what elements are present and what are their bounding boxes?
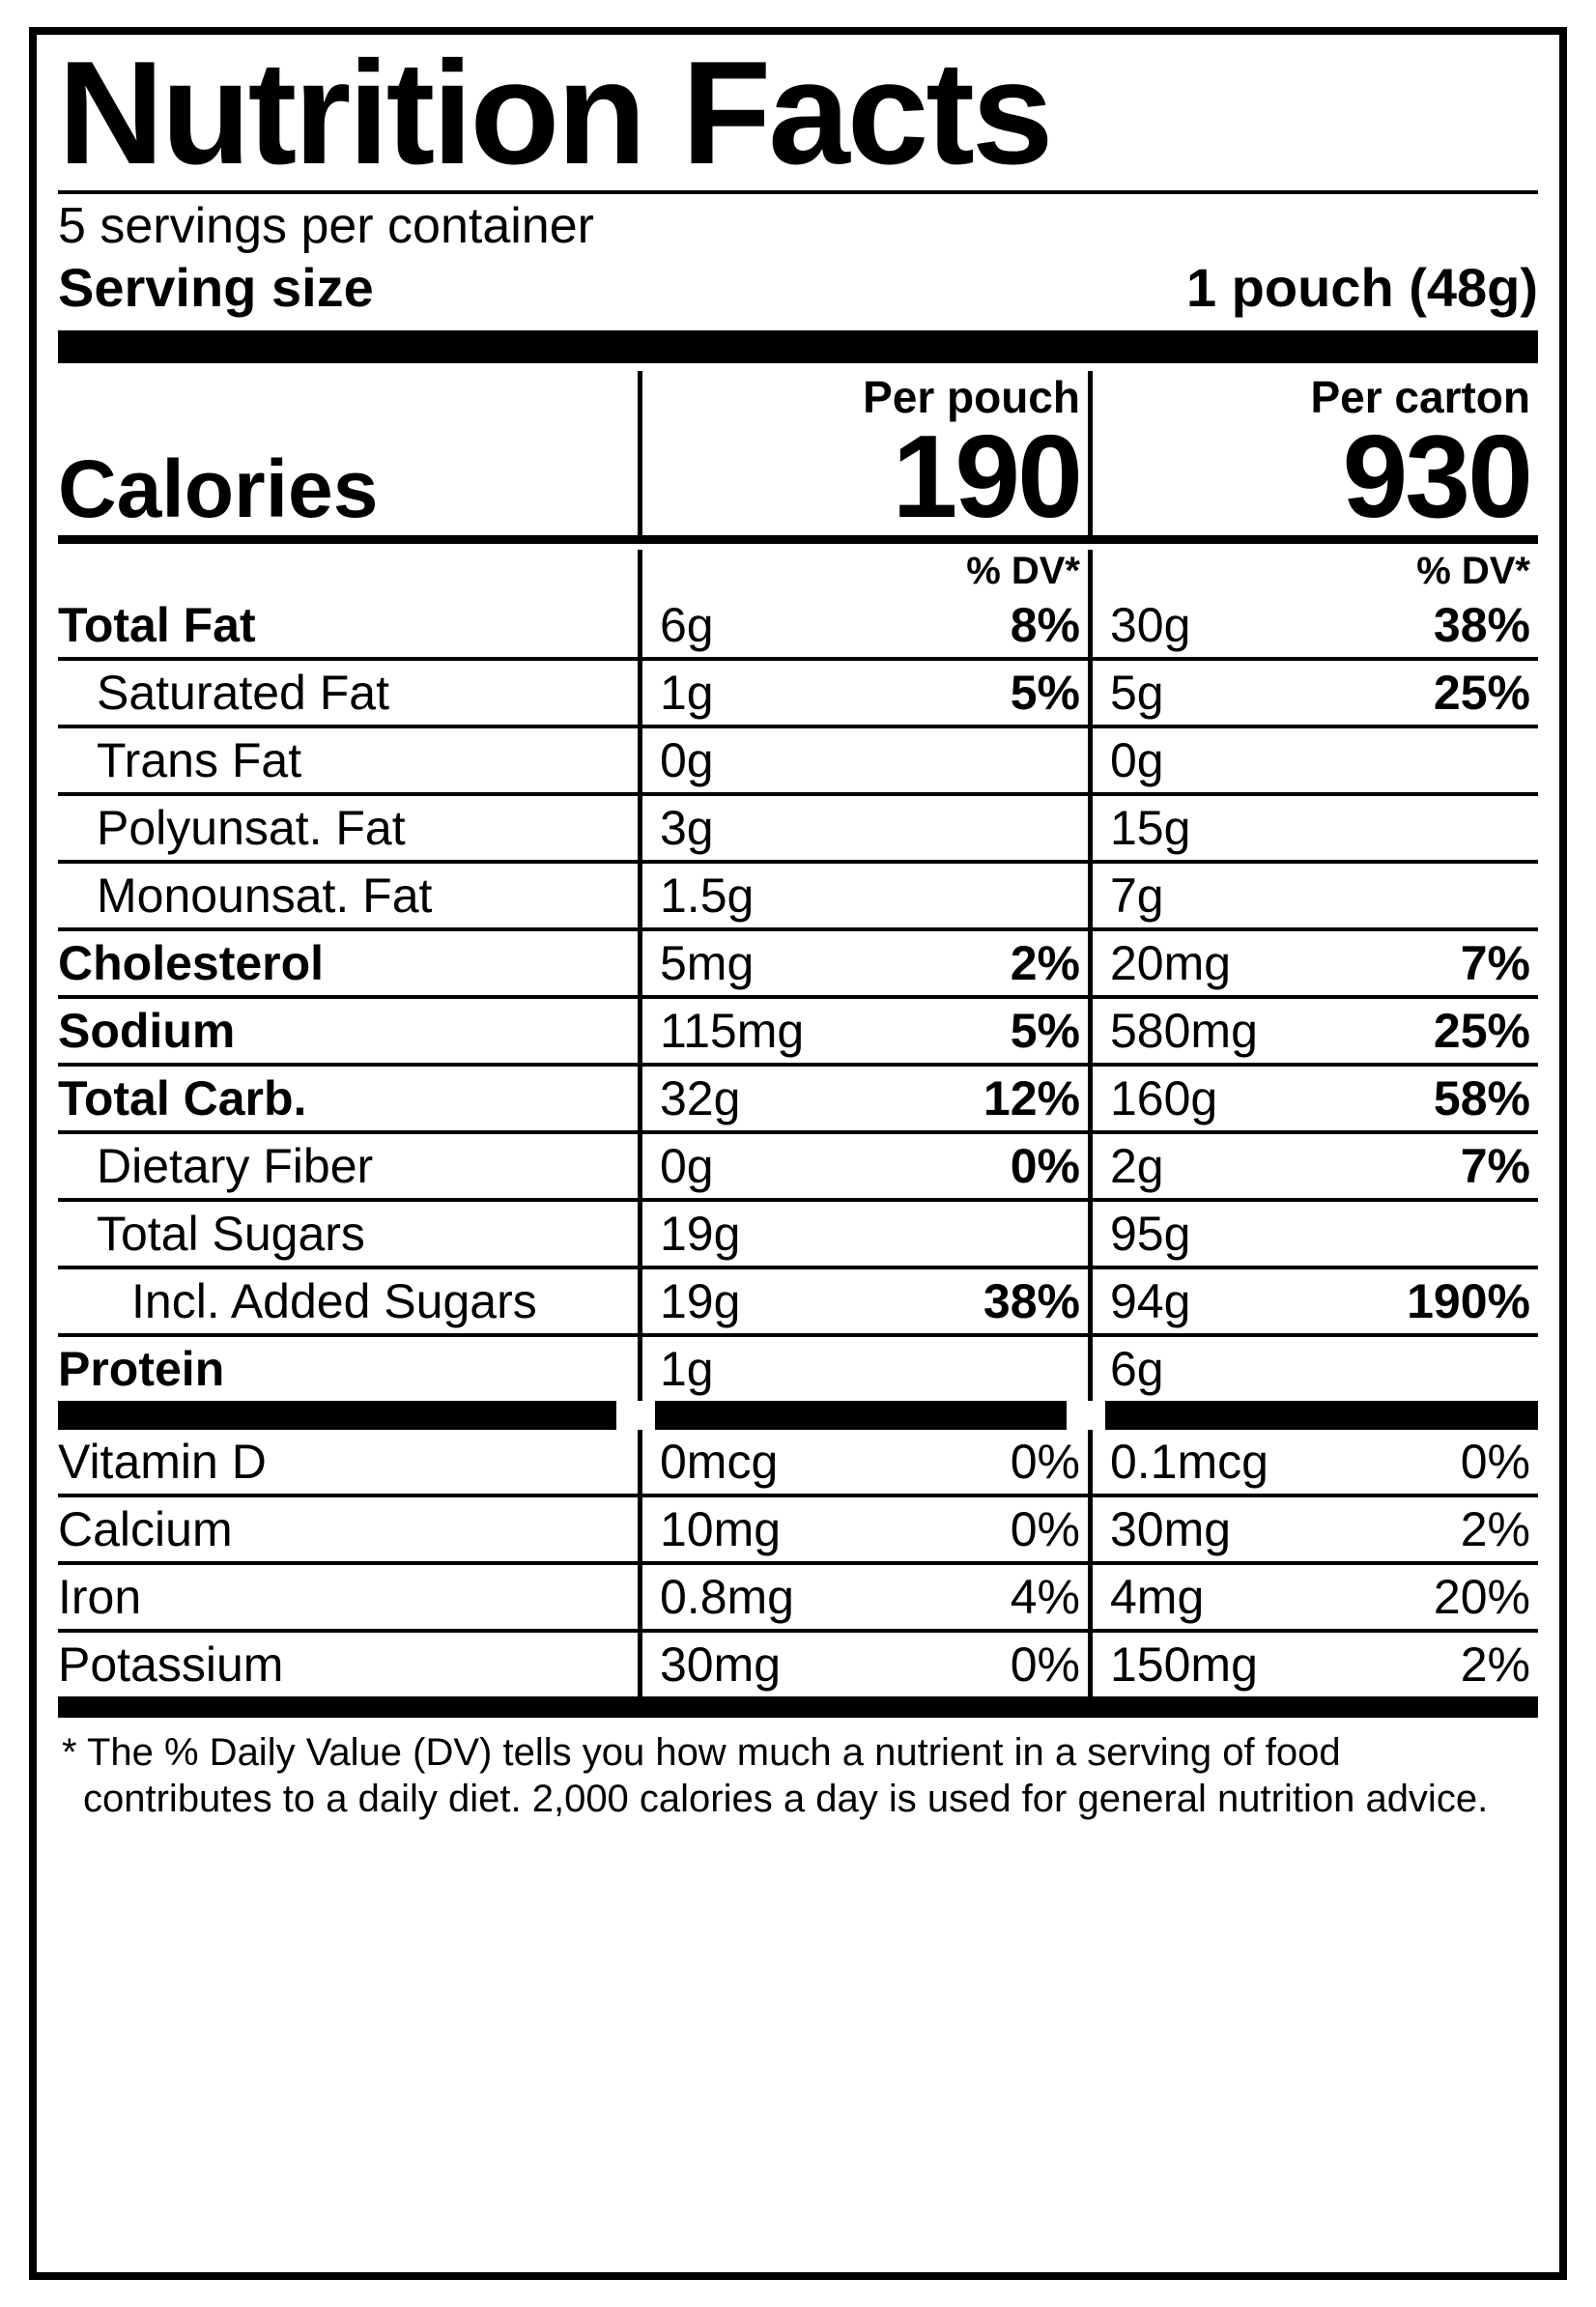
table-row bbox=[58, 1497, 1538, 1565]
column-header-per-pouch: Per pouch bbox=[638, 371, 1088, 423]
table-row bbox=[58, 661, 1538, 728]
nutrient-value-carton: 6g bbox=[1110, 1342, 1164, 1397]
table-row bbox=[58, 1565, 1538, 1633]
nutrient-value-pouch: 5mg bbox=[660, 936, 755, 991]
nutrient-value-pouch: 19g bbox=[660, 1207, 741, 1262]
micro-dv-pouch: 0% bbox=[1010, 1435, 1080, 1490]
table-row bbox=[58, 593, 1538, 661]
micro-name: Potassium bbox=[58, 1638, 284, 1693]
nutrient-value-pouch: 0g bbox=[660, 1139, 714, 1194]
micro-dv-pouch: 4% bbox=[1010, 1570, 1080, 1625]
table-row bbox=[58, 1430, 1538, 1497]
micro-value-pouch: 0mcg bbox=[660, 1435, 779, 1490]
nutrient-value-carton: 15g bbox=[1110, 801, 1191, 856]
micro-value-pouch: 10mg bbox=[660, 1502, 782, 1557]
divider-seg-left bbox=[58, 1401, 616, 1430]
nutrient-dv-carton: 190% bbox=[1407, 1274, 1530, 1329]
nutrient-value-pouch: 0g bbox=[660, 733, 714, 788]
micro-value-carton: 150mg bbox=[1110, 1638, 1258, 1693]
nutrient-dv-carton: 25% bbox=[1433, 666, 1530, 721]
nutrient-value-pouch: 115mg bbox=[660, 1004, 805, 1059]
nutrient-dv-pouch: 38% bbox=[983, 1274, 1080, 1329]
table-row bbox=[58, 1269, 1538, 1337]
micro-dv-carton: 20% bbox=[1433, 1570, 1530, 1625]
table-row bbox=[58, 999, 1538, 1067]
calories-underline-pouch bbox=[638, 535, 1088, 544]
nutrient-value-pouch: 1g bbox=[660, 1342, 714, 1397]
calories-underline-carton bbox=[1088, 535, 1538, 544]
dv-header-spacer bbox=[58, 550, 638, 593]
calories-underline-label bbox=[58, 535, 638, 544]
dv-header-per-carton: % DV* bbox=[1088, 550, 1538, 593]
micro-dv-pouch: 0% bbox=[1010, 1502, 1080, 1557]
nutrient-name: Cholesterol bbox=[58, 936, 325, 991]
dv-header-per-pouch: % DV* bbox=[638, 550, 1088, 593]
nutrient-value-carton: 30g bbox=[1110, 598, 1191, 653]
nutrient-value-carton: 160g bbox=[1110, 1071, 1218, 1126]
nutrient-value-pouch: 1g bbox=[660, 666, 714, 721]
micro-dv-carton: 2% bbox=[1460, 1638, 1530, 1693]
serving-size-label: Serving size bbox=[58, 257, 374, 319]
table-row bbox=[58, 1067, 1538, 1134]
nutrient-value-pouch: 1.5g bbox=[660, 869, 755, 924]
nutrient-dv-carton: 58% bbox=[1433, 1071, 1530, 1126]
nutrient-name: Total Sugars bbox=[97, 1207, 365, 1262]
table-row bbox=[58, 931, 1538, 999]
divider-thick-top bbox=[58, 330, 1538, 363]
micro-name: Vitamin D bbox=[58, 1435, 267, 1490]
table-row bbox=[58, 1633, 1538, 1696]
nutrient-value-carton: 7g bbox=[1110, 869, 1164, 924]
divider-seg-mid bbox=[655, 1401, 1067, 1430]
nutrient-value-carton: 94g bbox=[1110, 1274, 1191, 1329]
micro-value-carton: 4mg bbox=[1110, 1570, 1205, 1625]
nutrient-name: Trans Fat bbox=[97, 733, 302, 788]
nutrient-name: Protein bbox=[58, 1342, 225, 1397]
nutrient-dv-pouch: 5% bbox=[1010, 1004, 1080, 1059]
nutrient-name: Saturated Fat bbox=[97, 666, 389, 721]
calories-label: Calories bbox=[58, 443, 379, 535]
micro-dv-pouch: 0% bbox=[1010, 1638, 1080, 1693]
serving-size-value: 1 pouch (48g) bbox=[1185, 257, 1538, 319]
micro-name: Iron bbox=[58, 1570, 142, 1625]
nutrient-dv-carton: 25% bbox=[1433, 1004, 1530, 1059]
micro-name: Calcium bbox=[58, 1502, 233, 1557]
page-title: Nutrition Facts bbox=[58, 31, 1051, 195]
nutrient-name: Monounsat. Fat bbox=[97, 869, 433, 924]
nutrient-dv-pouch: 8% bbox=[1010, 598, 1080, 653]
nutrient-value-pouch: 19g bbox=[660, 1274, 741, 1329]
serving-size-row bbox=[58, 256, 1538, 319]
nutrient-dv-pouch: 2% bbox=[1010, 936, 1080, 991]
column-header-per-carton: Per carton bbox=[1088, 371, 1538, 423]
nutrient-name: Polyunsat. Fat bbox=[97, 801, 406, 856]
footnote-text: * The % Daily Value (DV) tells you how much a nutrient in a serving of food contributes to a daily diet. 2,000 calories a day is used for general nutrition advice. bbox=[62, 1731, 1489, 1821]
nutrient-dv-pouch: 12% bbox=[983, 1071, 1080, 1126]
nutrient-value-carton: 20mg bbox=[1110, 936, 1232, 991]
nutrient-value-carton: 2g bbox=[1110, 1139, 1164, 1194]
nutrient-value-pouch: 6g bbox=[660, 598, 714, 653]
nutrient-dv-pouch: 5% bbox=[1010, 666, 1080, 721]
divider-under-title bbox=[58, 190, 1538, 194]
divider-thick-mid bbox=[58, 1401, 1538, 1430]
nutrient-value-carton: 0g bbox=[1110, 733, 1164, 788]
nutrient-dv-carton: 38% bbox=[1433, 598, 1530, 653]
footnote bbox=[58, 1729, 1538, 1822]
divider-seg-right bbox=[1105, 1401, 1538, 1430]
table-row bbox=[58, 1202, 1538, 1269]
micro-value-carton: 0.1mcg bbox=[1110, 1435, 1268, 1490]
nutrient-name: Dietary Fiber bbox=[97, 1139, 374, 1194]
micro-dv-carton: 2% bbox=[1460, 1502, 1530, 1557]
label-panel bbox=[29, 27, 1567, 2280]
nutrient-name: Incl. Added Sugars bbox=[131, 1274, 537, 1329]
table-row bbox=[58, 796, 1538, 864]
table-row bbox=[58, 1134, 1538, 1202]
nutrient-value-carton: 580mg bbox=[1110, 1004, 1258, 1059]
nutrient-name: Sodium bbox=[58, 1004, 236, 1059]
calories-per-pouch: 190 bbox=[638, 417, 1088, 535]
calories-underline bbox=[58, 535, 1538, 544]
nutrient-value-carton: 95g bbox=[1110, 1207, 1191, 1262]
daily-value-header-row bbox=[58, 550, 1538, 593]
table-row bbox=[58, 728, 1538, 796]
micro-value-pouch: 30mg bbox=[660, 1638, 782, 1693]
micro-value-pouch: 0.8mg bbox=[660, 1570, 794, 1625]
table-row bbox=[58, 1337, 1538, 1401]
servings-per-container: 5 servings per container bbox=[58, 198, 594, 255]
column-header-spacer bbox=[58, 371, 638, 423]
nutrient-value-carton: 5g bbox=[1110, 666, 1164, 721]
nutrient-dv-carton: 7% bbox=[1460, 1139, 1530, 1194]
nutrient-dv-pouch: 0% bbox=[1010, 1139, 1080, 1194]
micro-value-carton: 30mg bbox=[1110, 1502, 1232, 1557]
calories-row bbox=[58, 411, 1538, 543]
nutrient-name: Total Carb. bbox=[58, 1071, 307, 1126]
column-headers bbox=[58, 371, 1538, 423]
calories-per-carton: 930 bbox=[1088, 417, 1538, 535]
nutrient-name: Total Fat bbox=[58, 598, 256, 653]
micro-dv-carton: 0% bbox=[1460, 1435, 1530, 1490]
table-row bbox=[58, 864, 1538, 931]
nutrient-value-pouch: 32g bbox=[660, 1071, 741, 1126]
nutrient-value-pouch: 3g bbox=[660, 801, 714, 856]
nutrient-dv-carton: 7% bbox=[1460, 936, 1530, 991]
divider-bottom-bar bbox=[58, 1696, 1538, 1718]
